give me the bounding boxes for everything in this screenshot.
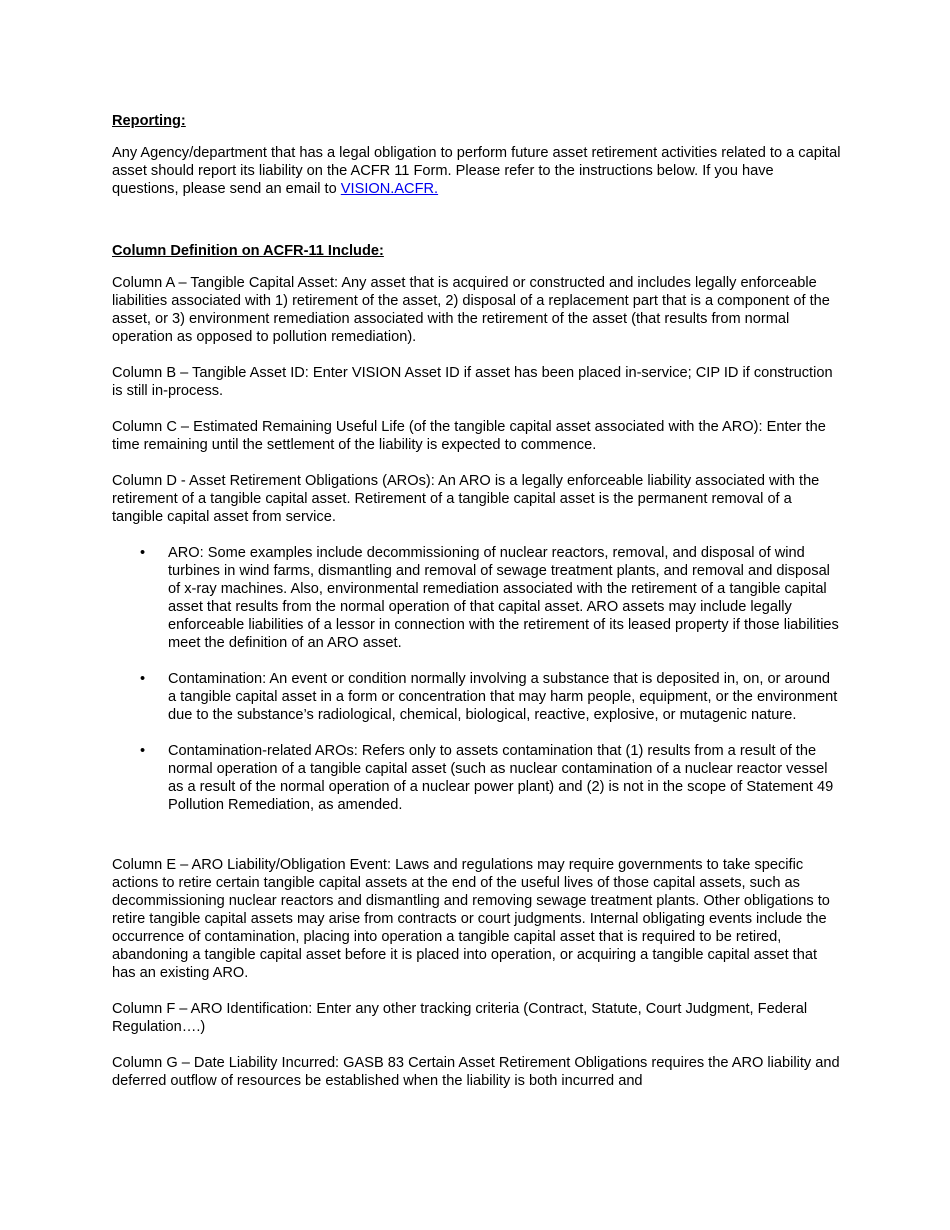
column-e-definition: Column E – ARO Liability/Obligation Event: Laws and regulations may require governments to take specific actions to retire certain tangible capital assets at the end of the useful lives of those capital assets, such as decommissioning nuclear reactors and dismantling and removing sewage treatment plants. Other obligations to retire tangible capital assets may arise from contracts or court judgments. Internal obligating events include the occurrence of contamination, placing into operation a tangible capital asset that is required to be retired, abandoning a tangible capital asset before it is placed into operation, or acquiring a tangible capital asset that has an existing ARO.: [112, 857, 830, 981]
document-page: [112, 112, 842, 1090]
email-link[interactable]: VISION.ACFR.: [340, 181, 439, 197]
reporting-text: Any Agency/department that has a legal obligation to perform future asset retirement activities related to a capital asset should report its liability on the ACFR 11 Form. Please refer to the instructions below. If you have questions, please send an email to: [112, 145, 841, 197]
column-b-definition: Column B – Tangible Asset ID: Enter VISION Asset ID if asset has been placed in-service; CIP ID if construction is still in-process.: [112, 365, 833, 399]
bullet-icon: •: [140, 743, 146, 759]
bullet-text-contamination: Contamination: An event or condition normally involving a substance that is deposited in, on, or around a tangible capital asset in a form or concentration that may harm people, equipment, or the environment due to the substance’s radiological, chemical, biological, reactive, explosive, or mutagenic nature.: [168, 671, 838, 723]
column-definition-heading: Column Definition on ACFR-11 Include:: [112, 243, 384, 259]
column-f-definition: Column F – ARO Identification: Enter any other tracking criteria (Contract, Statute, Court Judgment, Federal Regulation….): [112, 1001, 808, 1035]
bullet-text-contamination-related: Contamination-related AROs: Refers only to assets contamination that (1) results from a result of the normal operation of a tangible capital asset (such as nuclear contamination of a nuclear reactor vessel as a result of the normal operation of a nuclear power plant) and (2) is not in the scope of Statement 49 Pollution Remediation, as amended.: [168, 743, 834, 813]
column-c-definition: Column C – Estimated Remaining Useful Life (of the tangible capital asset associated with the ARO): Enter the time remaining until the settlement of the liability is expected to commence.: [112, 419, 826, 453]
reporting-heading: Reporting:: [112, 113, 186, 129]
list-item: [112, 670, 842, 724]
aro-bullet-list: [112, 544, 842, 814]
column-d-definition: Column D - Asset Retirement Obligations (AROs): An ARO is a legally enforceable liability associated with the retirement of a tangible capital asset. Retirement of a tangible capital asset is the permanent removal of a tangible capital asset from service.: [112, 473, 820, 525]
column-g-definition: Column G – Date Liability Incurred: GASB 83 Certain Asset Retirement Obligations requires the ARO liability and deferred outflow of resources be established when the liability is both incurred and: [112, 1055, 840, 1089]
list-item: [112, 544, 842, 652]
reporting-paragraph: [112, 144, 842, 198]
bullet-icon: •: [140, 671, 146, 687]
bullet-text-aro: ARO: Some examples include decommissioning of nuclear reactors, removal, and disposal of wind turbines in wind farms, dismantling and removal of sewage treatment plants, and removal and disposal of x-ray machines. Also, environmental remediation associated with the retirement of a tangible capital asset that results from the normal operation of that capital asset. ARO assets may include legally enforceable liabilities of a lessor in connection with the retirement of its leased property if those liabilities meet the definition of an ARO asset.: [168, 545, 839, 651]
list-item: [112, 742, 842, 814]
bullet-icon: •: [140, 545, 146, 561]
column-a-definition: Column A – Tangible Capital Asset: Any asset that is acquired or constructed and includes legally enforceable liabilities associated with 1) retirement of the asset, 2) disposal of a replacement part that is a component of the asset, or 3) environment remediation associated with the retirement of the asset (that results from normal operation as opposed to pollution remediation).: [112, 275, 830, 345]
